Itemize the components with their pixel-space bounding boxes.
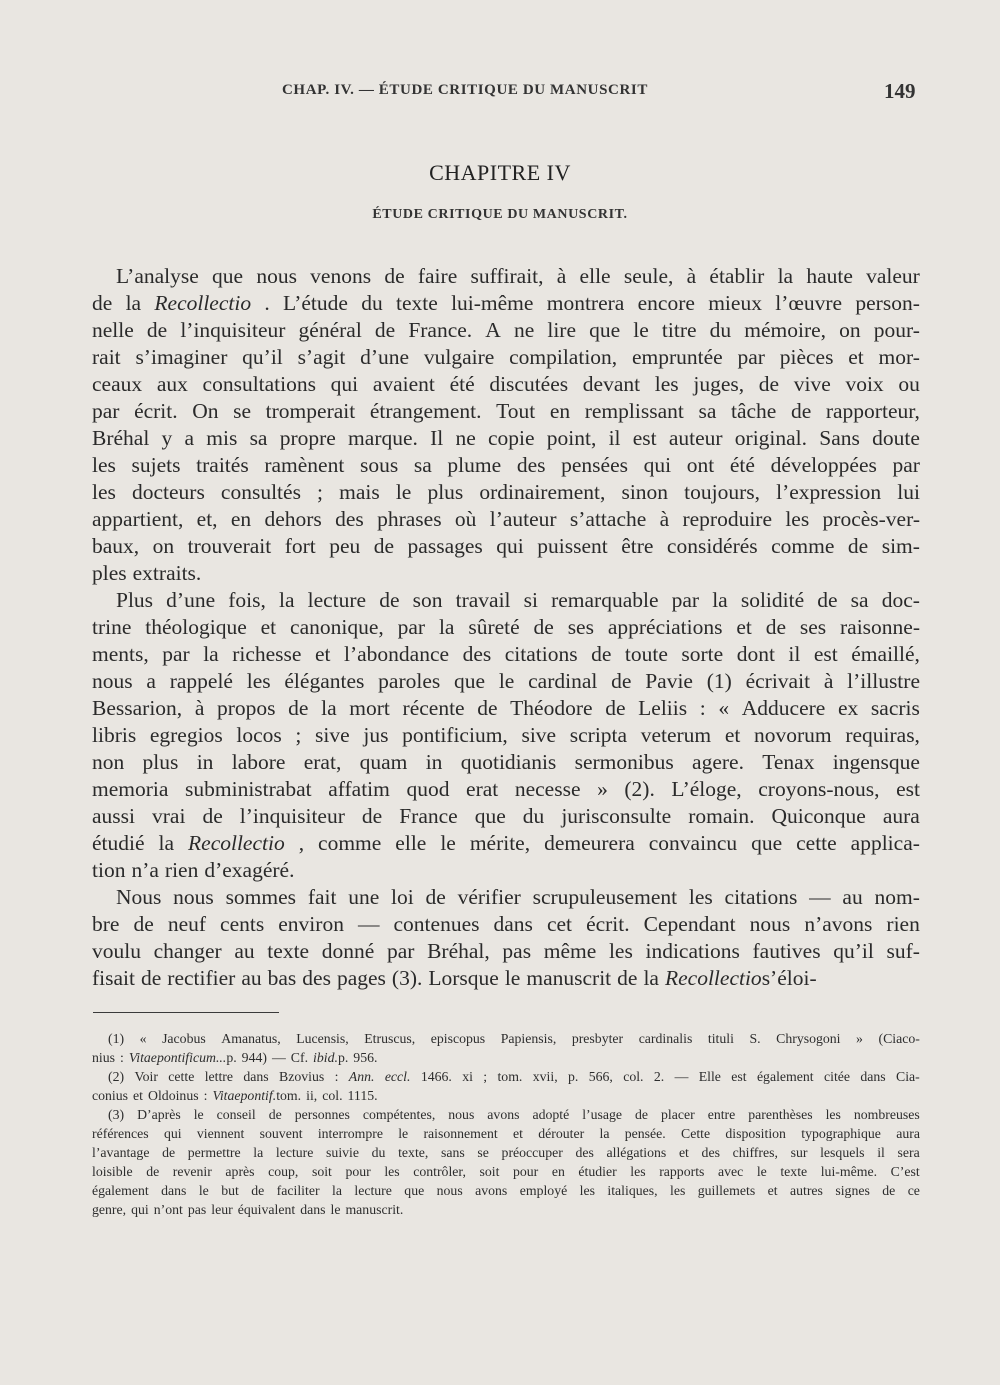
- text-line: L’analyse que nous venons de faire suffirait, à elle seule, à établir la haute valeur: [116, 264, 920, 288]
- footnote-line: également dans le but de faciliter la lecture que nous avons employé les italiques, les guillemets et autres signes de ce: [92, 1183, 920, 1198]
- text-line: aussi vrai de l’inquisiteur de France que du jurisconsulte romain. Quiconque aura: [92, 804, 920, 828]
- text-line: voulu changer au texte donné par Bréhal, pas même les indications fautives qu’il suf-: [92, 939, 920, 963]
- text-line: ples extraits.: [92, 561, 202, 585]
- page-number: 149: [884, 79, 916, 103]
- text-line: les docteurs consultés ; mais le plus ordinairement, sinon toujours, l’expression lui: [92, 480, 920, 504]
- footnote-line: nius : Vitae pontificum . . . p. 944) — Cf. ibid. p. 956.: [92, 1050, 378, 1065]
- text-line: bre de neuf cents environ — contenues dans cet écrit. Cependant nous n’avons rien: [92, 912, 920, 936]
- text-line: Bessarion, à propos de la mort récente de Théodore de Leliis : « Adducere ex sacris: [92, 696, 920, 720]
- chapter-subtitle: ÉTUDE CRITIQUE DU MANUSCRIT.: [372, 207, 628, 222]
- footnote-line: genre, qui n’ont pas leur équivalent dans le manuscrit.: [92, 1202, 404, 1217]
- text-line: memoria subministrabat affatim quod erat necesse » (2). L’éloge, croyons-nous, est: [92, 777, 920, 801]
- text-line: baux, on trouverait fort peu de passages qui puissent être considérés comme de sim-: [92, 534, 920, 558]
- text-line: nous a rappelé les élégantes paroles que le cardinal de Pavie (1) écrivait à l’illustre: [92, 669, 920, 693]
- footnotes: [92, 1029, 920, 1219]
- footnote-divider: [93, 1012, 279, 1013]
- text-line: rait s’imaginer qu’il s’agit d’une vulgaire compilation, empruntée par pièces et mor-: [92, 345, 920, 369]
- footnote-line: conius et Oldoinus : Vitae pontif. tom. ii, col. 1115.: [92, 1088, 378, 1103]
- footnote-line: loisible de revenir après coup, soit pour les contrôler, soit pour en étudier les rapports avec le texte lui-même. C’est: [92, 1164, 920, 1179]
- text-line: tion n’a rien d’exagéré.: [92, 858, 295, 882]
- text-line: étudié la Recollectio , comme elle le mérite, demeurera convaincu que cette applica-: [92, 831, 920, 855]
- text-line: trine théologique et canonique, par la sûreté de ses appréciations et de ses raisonne-: [92, 615, 920, 639]
- text-line: appartient, et, en dehors des phrases où l’auteur s’attache à reproduire les procès-ver-: [92, 507, 920, 531]
- text-line: de la Recollectio . L’étude du texte lui-même montrera encore mieux l’œuvre person-: [92, 291, 920, 315]
- footnote-line: références qui viennent souvent interrompre le raisonnement et dérouter la pensée. Cette disposition typographique aura: [92, 1126, 920, 1141]
- text-line: nelle de l’inquisiteur général de France. A ne lire que le titre du mémoire, on pour-: [92, 318, 920, 342]
- text-line: par écrit. On se tromperait étrangement. Tout en remplissant sa tâche de rapporteur,: [92, 399, 920, 423]
- footnote-line: (1) « Jacobus Amanatus, Lucensis, Etruscus, episcopus Papiensis, presbyter cardinalis tituli S. Chrysogoni » (Ciaco-: [108, 1031, 920, 1046]
- footnote-line: (2) Voir cette lettre dans Bzovius : Ann. eccl. 1466. xi ; tom. xvii, p. 566, col. 2. — Elle est également citée dans Cia-: [108, 1069, 920, 1084]
- text-line: Plus d’une fois, la lecture de son travail si remarquable par la solidité de sa doc-: [116, 588, 920, 612]
- text-line: non plus in labore erat, quam in quotidianis sermonibus agere. Tenax ingensque: [92, 750, 920, 774]
- text-line: ments, par la richesse et l’abondance des citations de toute sorte dont il est émaillé,: [92, 642, 920, 666]
- text-line: fisait de rectifier au bas des pages (3). Lorsque le manuscrit de la Recollectio s’éloi-: [92, 966, 817, 990]
- footnote-line: l’avantage de permettre la lecture suivie du texte, sans se préoccuper des allégations et des chiffres, sur lesquels il sera: [92, 1145, 920, 1160]
- text-line: ceaux aux consultations qui avaient été discutées devant les juges, de vive voix ou: [92, 372, 920, 396]
- running-title: CHAP. IV. — ÉTUDE CRITIQUE DU MANUSCRIT: [282, 82, 648, 98]
- text-line: libris egregios locos ; sive jus pontificium, sive scripta veterum et novorum requiras,: [92, 723, 920, 747]
- text-line: les sujets traités ramènent sous sa plume des pensées qui ont été développées par: [92, 453, 920, 477]
- running-head: [0, 79, 1000, 106]
- chapter-title: CHAPITRE IV: [429, 160, 571, 185]
- text-line: Nous nous sommes fait une loi de vérifier scrupuleusement les citations — au nom-: [116, 885, 920, 909]
- footnote-line: (3) D’après le conseil de personnes compétentes, nous avons adopté l’usage de placer entre parenthèses les nombreuses: [108, 1107, 920, 1122]
- main-text: [92, 263, 920, 992]
- text-line: Bréhal y a mis sa propre marque. Il ne copie point, il est auteur original. Sans doute: [92, 426, 920, 450]
